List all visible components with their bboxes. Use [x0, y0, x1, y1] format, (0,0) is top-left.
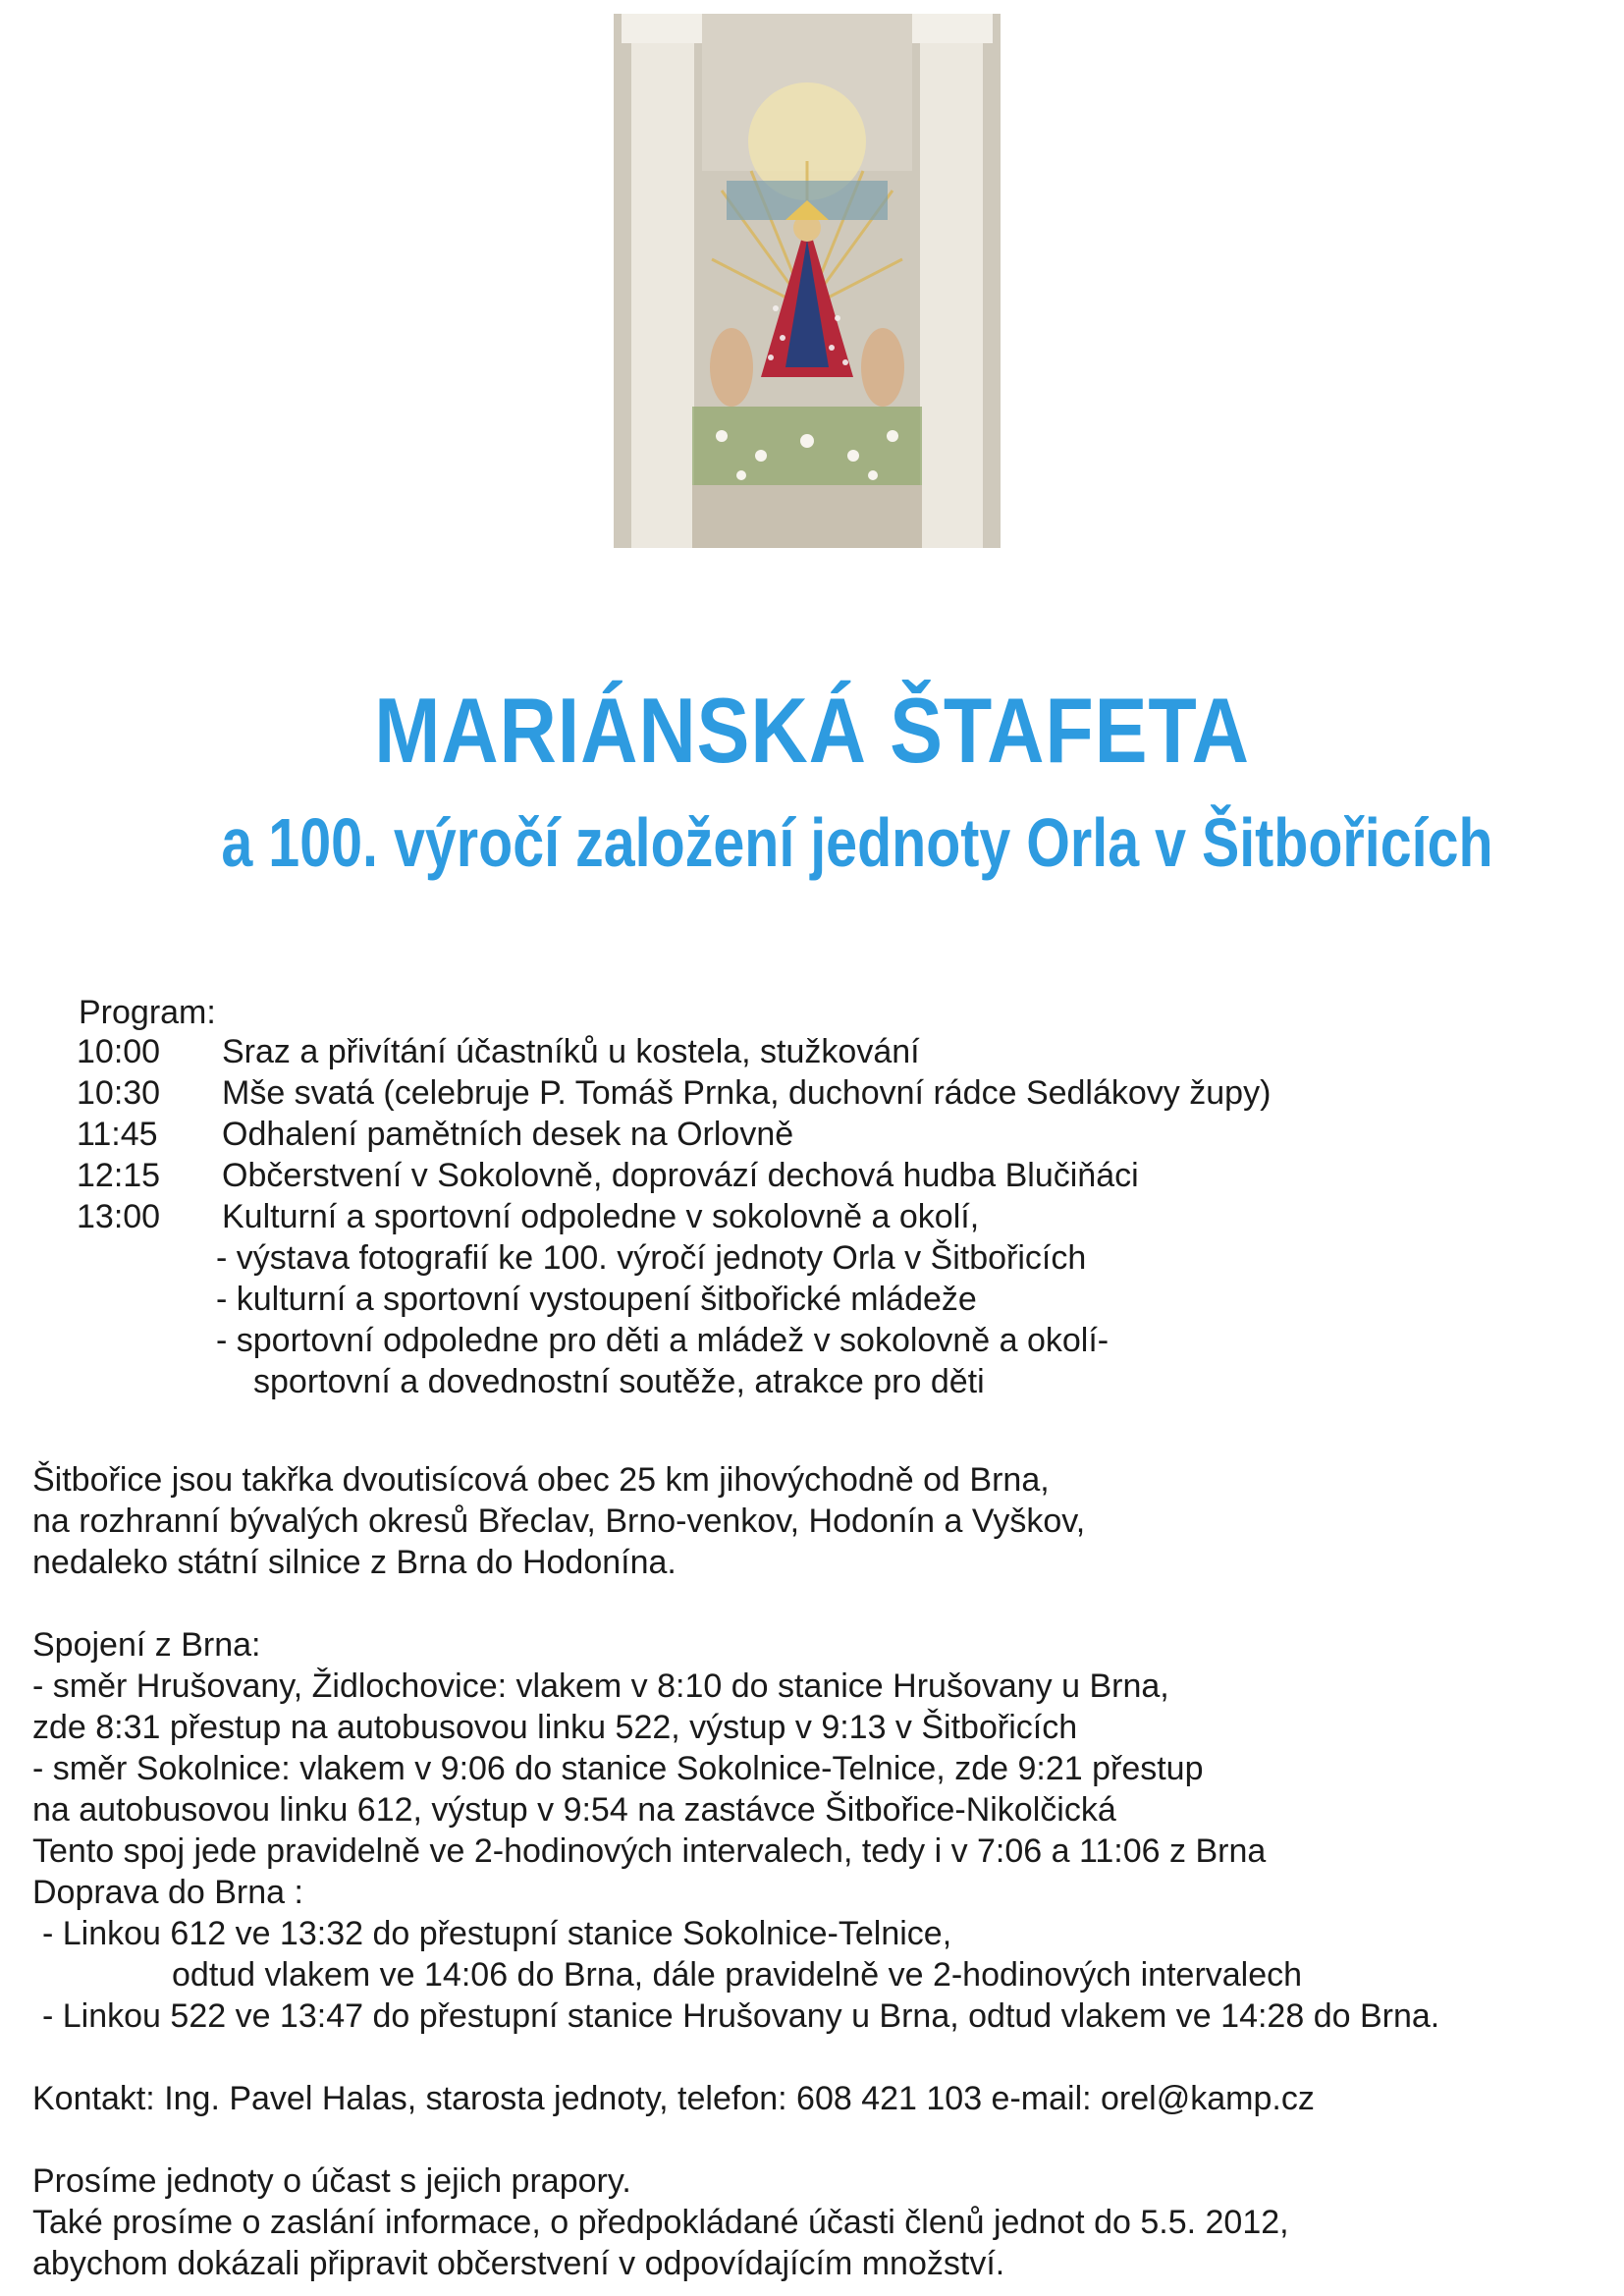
program-text: Sraz a přivítání účastníků u kostela, stužkování: [222, 1033, 920, 1070]
program-time: 10:30: [77, 1074, 161, 1112]
closing-line: Také prosíme o zaslání informace, o předpokládané účasti členů jednot do 5.5. 2012,: [32, 2204, 1289, 2241]
transport-line: odtud vlakem ve 14:06 do Brna, dále pravidelně ve 2-hodinových intervalech: [172, 1956, 1303, 1994]
closing-paragraph: [32, 2160, 1289, 2284]
closing-line: abychom dokázali připravit občerstvení v odpovídajícím množství.: [32, 2245, 1005, 2282]
madonna-altar-photo: [614, 14, 1001, 548]
program-text: Odhalení pamětních desek na Orlovně: [222, 1116, 794, 1153]
program-row: [77, 1072, 1271, 1114]
contact-line: Kontakt: Ing. Pavel Halas, starosta jednoty, telefon: 608 421 103 e-mail: orel@kamp.cz: [32, 2080, 1315, 2117]
transport-line: - směr Sokolnice: vlakem v 9:06 do stanice Sokolnice-Telnice, zde 9:21 přestup: [32, 1750, 1204, 1787]
page-title: MARIÁNSKÁ ŠTAFETA: [374, 679, 1250, 782]
transport-section: [32, 1624, 1439, 2037]
program-text: Občerstvení v Sokolovně, doprovází dechová hudba Blučiňáci: [222, 1157, 1139, 1194]
transport-line: zde 8:31 přestup na autobusovou linku 522, výstup v 9:13 v Šitbořicích: [32, 1709, 1078, 1746]
about-line: nedaleko státní silnice z Brna do Hodonína.: [32, 1544, 677, 1581]
program-sub-item: - kulturní a sportovní vystoupení šitbořické mládeže: [216, 1281, 977, 1318]
page-subtitle: a 100. výročí založení jednoty Orla v Šitbořicích: [221, 804, 1493, 881]
program-sub-item: - sportovní odpoledne pro děti a mládež v sokolovně a okolí-: [216, 1322, 1110, 1359]
transport-line: Tento spoj jede pravidelně ve 2-hodinových intervalech, tedy i v 7:06 a 11:06 z Brna: [32, 1832, 1267, 1870]
program-row: [77, 1031, 920, 1072]
about-line: na rozhranní bývalých okresů Břeclav, Brno-venkov, Hodonín a Vyškov,: [32, 1503, 1086, 1540]
program-row: [77, 1155, 1139, 1196]
program-heading: Program:: [79, 994, 216, 1031]
program-text: Kulturní a sportovní odpoledne v sokolovně a okolí,: [222, 1198, 980, 1235]
program-time: 13:00: [77, 1198, 161, 1235]
closing-line: Prosíme jednoty o účast s jejich prapory.: [32, 2162, 631, 2200]
transport-line: Doprava do Brna :: [32, 1874, 303, 1911]
program-row: [77, 1196, 979, 1237]
program-sub-item: sportovní a dovednostní soutěže, atrakce pro děti: [253, 1363, 985, 1400]
program-time: 12:15: [77, 1157, 161, 1194]
program-time: 11:45: [77, 1116, 158, 1153]
transport-line: - Linkou 612 ve 13:32 do přestupní stanice Sokolnice-Telnice,: [42, 1915, 952, 1952]
program-row: [77, 1114, 793, 1155]
transport-line: na autobusovou linku 612, výstup v 9:54 na zastávce Šitbořice-Nikolčická: [32, 1791, 1116, 1829]
transport-line: - směr Hrušovany, Židlochovice: vlakem v 8:10 do stanice Hrušovany u Brna,: [32, 1667, 1169, 1705]
program-time: 10:00: [77, 1033, 161, 1070]
program-sub-item: - výstava fotografií ke 100. výročí jednoty Orla v Šitbořicích: [216, 1239, 1087, 1277]
about-line: Šitbořice jsou takřka dvoutisícová obec 25 km jihovýchodně od Brna,: [32, 1461, 1050, 1499]
about-paragraph: [32, 1459, 1085, 1583]
program-text: Mše svatá (celebruje P. Tomáš Prnka, duchovní rádce Sedlákovy župy): [222, 1074, 1272, 1112]
transport-heading: Spojení z Brna:: [32, 1626, 261, 1664]
transport-line: - Linkou 522 ve 13:47 do přestupní stanice Hrušovany u Brna, odtud vlakem ve 14:28 do Brna.: [42, 1997, 1440, 2035]
